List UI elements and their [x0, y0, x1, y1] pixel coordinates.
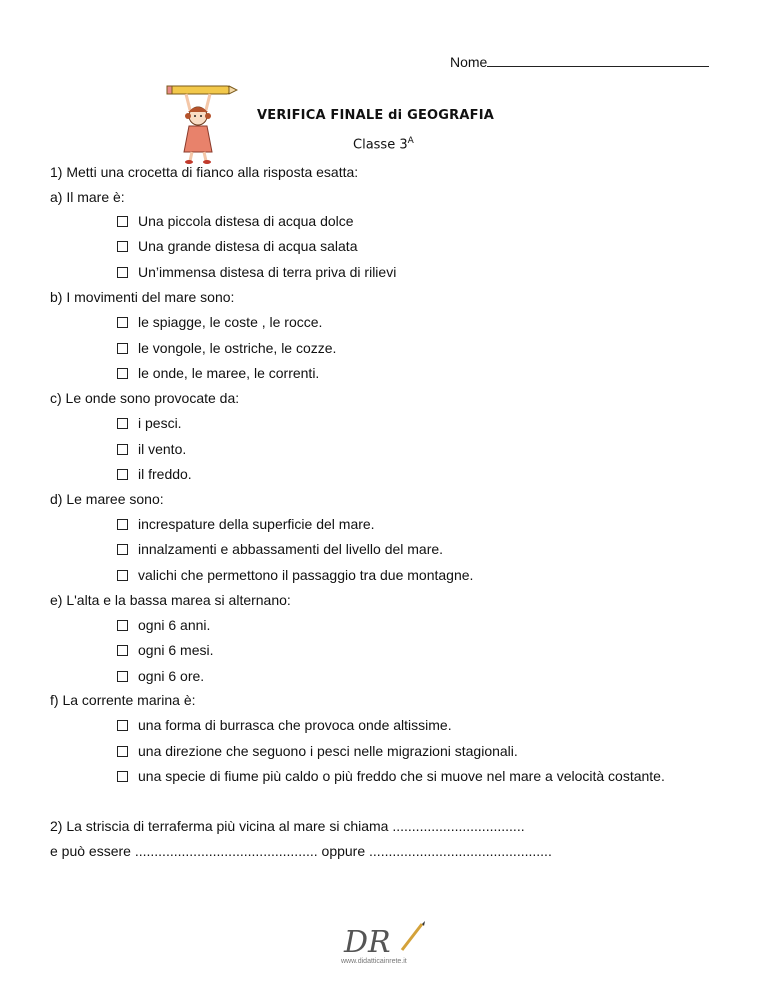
question-1-prompt: 1) Metti una crocetta di fianco alla risposta esatta:	[50, 164, 359, 180]
option-c-3[interactable]	[117, 466, 192, 482]
option-a-2[interactable]	[117, 238, 357, 254]
option-label: il freddo.	[138, 466, 192, 482]
option-label: innalzamenti e abbassamenti del livello del mare.	[138, 541, 444, 557]
checkbox-icon[interactable]	[117, 519, 128, 530]
option-label: il vento.	[138, 441, 187, 457]
question-b: b) I movimenti del mare sono:	[50, 289, 235, 305]
checkbox-icon[interactable]	[117, 368, 128, 379]
checkbox-icon[interactable]	[117, 267, 128, 278]
option-label: le spiagge, le coste , le rocce.	[138, 314, 323, 330]
logo-letters: DR	[344, 925, 391, 960]
option-a-1[interactable]	[117, 213, 354, 229]
option-d-1[interactable]	[117, 516, 375, 532]
question-2-line-1: 2) La striscia di terraferma più vicina al mare si chiama ..................................	[50, 818, 525, 834]
option-label: ogni 6 anni.	[138, 617, 211, 633]
option-label: le onde, le maree, le correnti.	[138, 365, 320, 381]
option-f-2[interactable]	[117, 743, 518, 759]
option-b-3[interactable]	[117, 365, 319, 381]
option-e-3[interactable]	[117, 668, 204, 684]
option-label: le vongole, le ostriche, le cozze.	[138, 340, 337, 356]
name-field[interactable]	[450, 52, 709, 70]
checkbox-icon[interactable]	[117, 570, 128, 581]
option-label: una direzione che seguono i pesci nelle migrazioni stagionali.	[138, 743, 518, 759]
option-f-1[interactable]	[117, 717, 452, 733]
checkbox-icon[interactable]	[117, 645, 128, 656]
option-label: Una piccola distesa di acqua dolce	[138, 213, 354, 229]
checkbox-icon[interactable]	[117, 469, 128, 480]
option-label: Un’immensa distesa di terra priva di rilievi	[138, 264, 397, 280]
option-c-1[interactable]	[117, 415, 182, 431]
girl-with-pencil-illustration	[166, 84, 238, 164]
name-blank-line[interactable]	[487, 52, 709, 67]
checkbox-icon[interactable]	[117, 771, 128, 782]
option-e-2[interactable]	[117, 642, 213, 658]
name-label: Nome	[450, 54, 488, 70]
question-2-line-2: e può essere ............................................... oppure ...............................................	[50, 843, 552, 859]
option-d-3[interactable]	[117, 567, 473, 583]
option-b-2[interactable]	[117, 340, 336, 356]
option-d-2[interactable]	[117, 541, 443, 557]
page-title: VERIFICA FINALE di GEOGRAFIA	[257, 108, 494, 123]
question-c: c) Le onde sono provocate da:	[50, 390, 240, 406]
checkbox-icon[interactable]	[117, 343, 128, 354]
question-d: d) Le maree sono:	[50, 491, 164, 507]
checkbox-icon[interactable]	[117, 671, 128, 682]
checkbox-icon[interactable]	[117, 720, 128, 731]
question-a: a) Il mare è:	[50, 189, 125, 205]
class-label	[353, 136, 414, 152]
class-superscript: A	[407, 136, 414, 146]
option-b-1[interactable]	[117, 314, 322, 330]
option-label: ogni 6 ore.	[138, 668, 205, 684]
option-label: una specie di fiume più caldo o più freddo che si muove nel mare a velocità costante.	[138, 768, 665, 784]
checkbox-icon[interactable]	[117, 317, 128, 328]
option-e-1[interactable]	[117, 617, 210, 633]
option-label: valichi che permettono il passaggio tra due montagne.	[138, 567, 474, 583]
option-a-3[interactable]	[117, 264, 396, 280]
option-label: Una grande distesa di acqua salata	[138, 238, 358, 254]
option-c-2[interactable]	[117, 441, 186, 457]
checkbox-icon[interactable]	[117, 418, 128, 429]
option-f-3[interactable]	[117, 768, 665, 784]
option-label: una forma di burrasca che provoca onde altissime.	[138, 717, 452, 733]
checkbox-icon[interactable]	[117, 746, 128, 757]
option-label: i pesci.	[138, 415, 182, 431]
checkbox-icon[interactable]	[117, 216, 128, 227]
checkbox-icon[interactable]	[117, 444, 128, 455]
class-text: Classe 3	[353, 137, 408, 153]
checkbox-icon[interactable]	[117, 241, 128, 252]
option-label: ogni 6 mesi.	[138, 642, 214, 658]
checkbox-icon[interactable]	[117, 544, 128, 555]
question-e: e) L'alta e la bassa marea si alternano:	[50, 592, 291, 608]
question-f: f) La corrente marina è:	[50, 692, 196, 708]
footer-url: www.didatticainrete.it	[341, 958, 407, 965]
option-label: increspature della superficie del mare.	[138, 516, 375, 532]
checkbox-icon[interactable]	[117, 620, 128, 631]
